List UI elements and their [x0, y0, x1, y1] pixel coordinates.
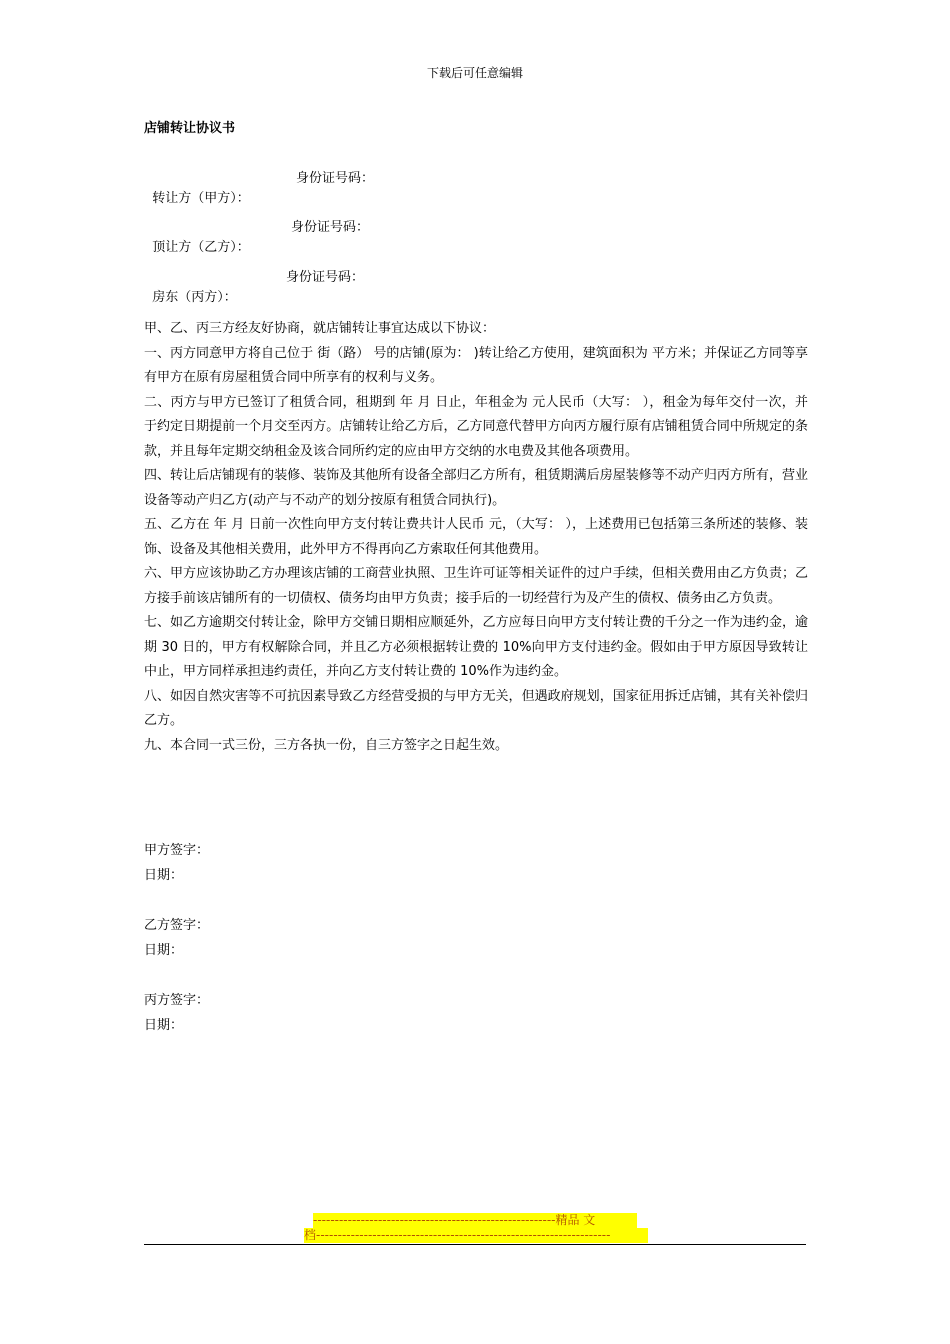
- clause-5: 五、乙方在 年 月 日前一次性向甲方支付转让费共计人民币 元，（大写： ），上述费用已包括第三条所述的装修、装饰、设备及其他相关费用，此外甲方不得再向乙方索取任何其他费用。: [144, 517, 808, 557]
- signature-label: 丙方签字：: [144, 993, 210, 1008]
- date-label: 日期：: [144, 868, 184, 883]
- signature-block-party-a: [144, 838, 209, 888]
- id-number-label: 身份证号码：: [286, 270, 365, 285]
- clause-7: 七、如乙方逾期交付转让金，除甲方交铺日期相应顺延外，乙方应每日向甲方支付转让费的千分之一作为违约金，逾期 30 日的，甲方有权解除合同，并且乙方必须根据转让费的 10%向甲方支付违约金。假如由于甲方原因导致转让中止，甲方同样承担违约责任，并向乙方支付转让费的 10%作为违约金。: [144, 615, 808, 679]
- party-label: 顶让方（乙方）：: [152, 240, 250, 255]
- footer-watermark-line-2: 档--------------------------------------------------------------------: [304, 1228, 648, 1243]
- footer-divider: [144, 1244, 806, 1245]
- signature-block-party-b: [144, 913, 209, 963]
- clause-8: 八、如因自然灾害等不可抗因素导致乙方经营受损的与甲方无关，但遇政府规划，国家征用拆迁店铺，其有关补偿归乙方。: [144, 688, 808, 728]
- page-header-note: 下载后可任意编辑: [426, 66, 523, 80]
- id-number-label: 身份证号码：: [291, 220, 370, 235]
- signature-block-party-c: [144, 988, 209, 1038]
- clause-1: 一、丙方同意甲方将自己位于 街（路） 号的店铺(原为： )转让给乙方使用，建筑面积为 平方米；并保证乙方同等享有甲方在原有房屋租赁合同中所享有的权利与义务。: [144, 345, 808, 385]
- date-label: 日期：: [144, 943, 184, 958]
- document-title: 店铺转让协议书: [144, 121, 236, 136]
- clause-6: 六、甲方应该协助乙方办理该店铺的工商营业执照、卫生许可证等相关证件的过户手续，但相关费用由乙方负责；乙方接手前该店铺所有的一切债权、债务均由甲方负责；接手后的一切经营行为及产生的债权、债务由乙方负责。: [144, 566, 808, 606]
- id-number-label: 身份证号码：: [296, 171, 375, 186]
- clause-4: 四、转让后店铺现有的装修、装饰及其他所有设备全部归乙方所有，租赁期满后房屋装修等不动产归丙方所有，营业设备等动产归乙方(动产与不动产的划分按原有租赁合同执行)。: [144, 468, 808, 508]
- party-label: 转让方（甲方）：: [152, 191, 250, 206]
- clause-2: 二、丙方与甲方已签订了租赁合同，租期到 年 月 日止，年租金为 元人民币（大写： ），租金为每年交付一次，并于约定日期提前一个月交至丙方。店铺转让给乙方后，乙方同意代替甲方向丙方履行原有店铺租赁合同中所规定的条款，并且每年定期交纳租金及该合同所约定的应由甲方交纳的水电费及其他各项费用。: [144, 394, 808, 459]
- signature-label: 乙方签字：: [144, 918, 210, 933]
- date-label: 日期：: [144, 1018, 184, 1033]
- footer-watermark-line-1: --------------------------------------------------------精品 文: [313, 1213, 637, 1228]
- clause-9: 九、本合同一式三份，三方各执一份，自三方签字之日起生效。: [144, 737, 509, 753]
- party-label: 房东（丙方）：: [152, 290, 237, 305]
- signature-label: 甲方签字：: [144, 843, 210, 858]
- agreement-body: [144, 317, 808, 758]
- agreement-intro: 甲、乙、丙三方经友好协商，就店铺转让事宜达成以下协议：: [144, 321, 496, 336]
